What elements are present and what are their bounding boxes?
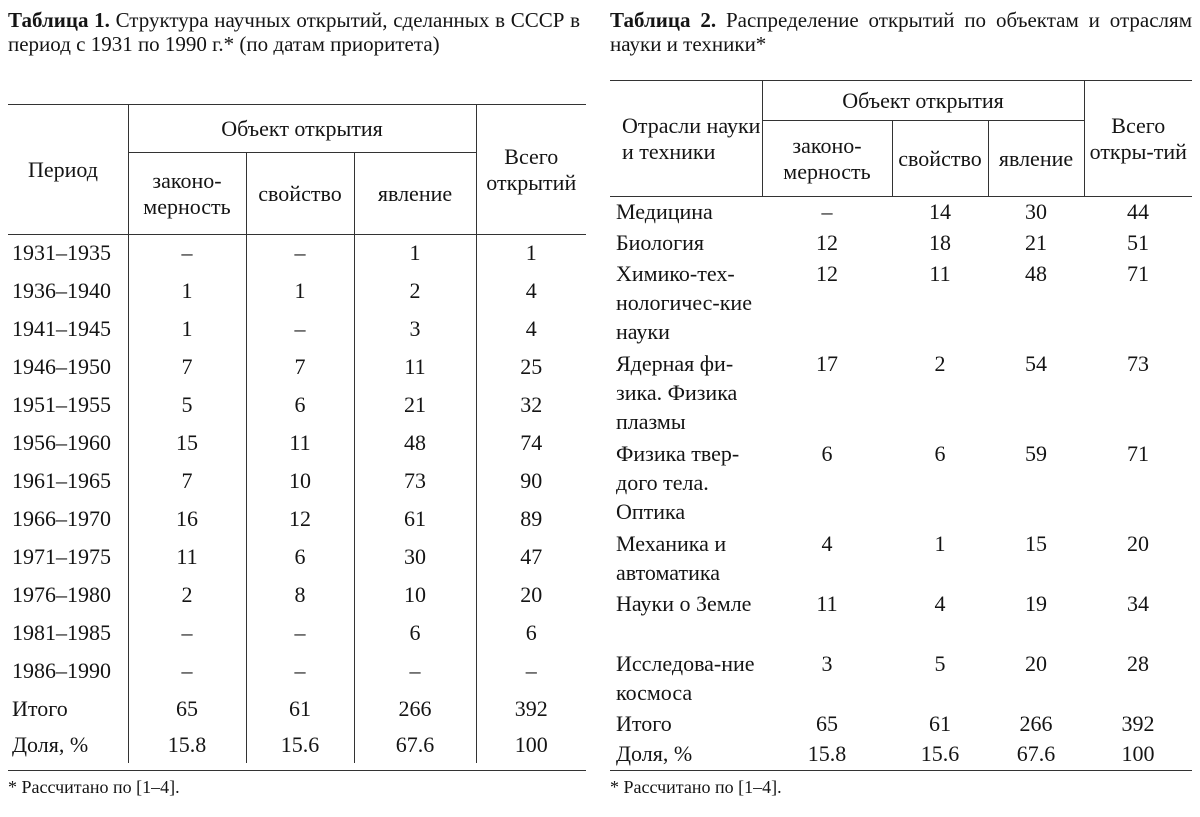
table2-cell-label: Биология [616, 229, 705, 255]
table2-cell-law: 17 [816, 350, 838, 376]
table1-cell-property: – [246, 653, 354, 691]
table1-cell-property: 8 [246, 577, 354, 615]
table2-cell-property: 61 [929, 710, 951, 736]
table1-cell-property: – [246, 311, 354, 349]
table2-header-total: Всего откры-тий [1084, 81, 1192, 197]
table2-cell-total: 73 [1127, 350, 1149, 376]
table2-cell-law: 15.8 [807, 740, 847, 766]
table2-cell-property: 4 [934, 590, 946, 616]
table2-row [610, 228, 1192, 259]
table2-header-object: Объект открытия [762, 81, 1084, 121]
table2-cell-phenomenon: 59 [1025, 440, 1047, 466]
table1-header-total: Всего открытий [476, 105, 586, 235]
table1-cell-total: 392 [476, 691, 586, 727]
table2-cell-property: 11 [929, 260, 951, 286]
table1-row [8, 463, 586, 501]
table2-row [610, 197, 1192, 228]
table2-cell-property: 1 [934, 530, 946, 556]
table1-header-phenomenon: явление [354, 153, 476, 235]
table1-cell-phenomenon: 3 [354, 311, 476, 349]
table1-row [8, 235, 586, 273]
table1-cell-property: 7 [246, 349, 354, 387]
table2-cell-total: 100 [1121, 740, 1155, 766]
table2-cell-total: 20 [1127, 530, 1149, 556]
table1-cell-label: 1986–1990 [12, 657, 111, 683]
table1-body [8, 235, 586, 763]
table1-cell-phenomenon: – [354, 653, 476, 691]
table1-cell-total: 20 [476, 577, 586, 615]
table1-header-period: Период [8, 105, 128, 235]
table2-cell-property: 18 [929, 229, 951, 255]
table1-cell-property: – [246, 235, 354, 273]
table2-cell-property: 15.6 [920, 740, 960, 766]
table2-caption-text: Распределение открытий по объектам и отраслям науки и техники* [610, 8, 1192, 56]
table1-cell-phenomenon: 6 [354, 615, 476, 653]
table1-cell-law: 15.8 [128, 727, 246, 763]
table1-cell-law: 11 [128, 539, 246, 577]
table1-cell-law: 1 [128, 273, 246, 311]
table1-cell-label: 1941–1945 [12, 315, 111, 341]
table1-cell-property: 15.6 [246, 727, 354, 763]
table2-cell-law: 4 [821, 530, 833, 556]
table1-cell-phenomenon: 1 [354, 235, 476, 273]
table2-cell-total: 28 [1127, 650, 1149, 676]
table2-cell-label: Доля, % [616, 740, 693, 766]
table2-caption-label: Таблица 2. [610, 8, 717, 32]
table1-header-property: свойство [246, 153, 354, 235]
table2-header-law: законо-мерность [762, 121, 892, 197]
table1-cell-label: 1951–1955 [12, 391, 111, 417]
table2-header-property: свойство [892, 121, 988, 197]
table2-footnote: * Рассчитано по [1–4]. [610, 777, 782, 797]
table1-row [8, 615, 586, 653]
table2-row [610, 259, 1192, 349]
table1-cell-property: 10 [246, 463, 354, 501]
table2-cell-label: Физика твер-дого тела. Оптика [616, 440, 740, 524]
table2-cell-phenomenon: 30 [1025, 199, 1047, 224]
table1-row [8, 691, 586, 727]
table2-cell-law: – [821, 199, 833, 224]
table1-row [8, 349, 586, 387]
table2-row [610, 709, 1192, 739]
table1-cell-total: 32 [476, 387, 586, 425]
table2-cell-phenomenon: 48 [1025, 260, 1047, 286]
table2-cell-property: 14 [929, 199, 951, 224]
table1-cell-property: 12 [246, 501, 354, 539]
table1-cell-property: 1 [246, 273, 354, 311]
table2-row [610, 589, 1192, 649]
table1-cell-law: – [128, 235, 246, 273]
table1-cell-law: 5 [128, 387, 246, 425]
table2-cell-label: Ядерная фи-зика. Физика плазмы [616, 350, 738, 434]
table1-cell-total: 1 [476, 235, 586, 273]
table2-cell-label: Науки о Земле [616, 590, 752, 616]
table1-cell-total: 89 [476, 501, 586, 539]
table1-cell-law: 65 [128, 691, 246, 727]
table1-cell-property: 11 [246, 425, 354, 463]
table2-caption [610, 8, 1192, 56]
table2-cell-property: 2 [934, 350, 946, 376]
table2-cell-label: Итого [616, 710, 672, 736]
table1-caption-text: Структура научных открытий, сделанных в СССР в период с 1931 по 1990 г.* (по датам приоритета) [8, 8, 580, 56]
table2-cell-label: Химико-тех-нологичес-кие науки [616, 260, 752, 344]
table1-cell-total: 4 [476, 273, 586, 311]
table2-cell-phenomenon: 20 [1025, 650, 1047, 676]
table1-cell-law: 7 [128, 349, 246, 387]
table2-header-field: Отрасли науки и техники [610, 81, 762, 197]
table2-cell-phenomenon: 19 [1025, 590, 1047, 616]
table2-row [610, 529, 1192, 589]
table1-cell-phenomenon: 67.6 [354, 727, 476, 763]
table2-cell-law: 6 [821, 440, 833, 466]
table2-cell-total: 71 [1127, 260, 1149, 286]
table1-cell-label: Доля, % [12, 731, 89, 757]
table1-cell-phenomenon: 2 [354, 273, 476, 311]
table2-row [610, 439, 1192, 529]
table1-row [8, 577, 586, 615]
table1-cell-property: 61 [246, 691, 354, 727]
table2-cell-property: 6 [934, 440, 946, 466]
table1-cell-law: – [128, 653, 246, 691]
table1-cell-total: 90 [476, 463, 586, 501]
table1-footnote: * Рассчитано по [1–4]. [8, 777, 180, 797]
table1-cell-label: 1971–1975 [12, 543, 111, 569]
table1-cell-phenomenon: 30 [354, 539, 476, 577]
table2-cell-phenomenon: 21 [1025, 229, 1047, 255]
table1-row [8, 387, 586, 425]
table2-cell-phenomenon: 54 [1025, 350, 1047, 376]
table1-cell-phenomenon: 48 [354, 425, 476, 463]
table1-cell-property: 6 [246, 539, 354, 577]
table2-cell-total: 51 [1127, 229, 1149, 255]
table1-cell-label: 1936–1940 [12, 277, 111, 303]
table1-row [8, 425, 586, 463]
table2-cell-property: 5 [934, 650, 946, 676]
table1-cell-phenomenon: 73 [354, 463, 476, 501]
table1-header-object: Объект открытия [128, 105, 476, 153]
table1-row [8, 539, 586, 577]
table2-cell-total: 34 [1127, 590, 1149, 616]
table1-row [8, 653, 586, 691]
table2-cell-law: 11 [816, 590, 838, 616]
table2-cell-total: 71 [1127, 440, 1149, 466]
table2-header-phenomenon: явление [988, 121, 1084, 197]
table1-cell-label: 1966–1970 [12, 505, 111, 531]
table2-body [610, 197, 1192, 769]
table2-row [610, 349, 1192, 439]
table2-cell-law: 3 [821, 650, 833, 676]
table1-bottom-rule [8, 770, 586, 771]
table1-cell-label: 1981–1985 [12, 619, 111, 645]
table1-row [8, 501, 586, 539]
table2-cell-law: 12 [816, 260, 838, 286]
table2-cell-label: Медицина [616, 199, 713, 224]
table2-cell-label: Механика и автоматика [616, 530, 727, 585]
table2-cell-phenomenon: 15 [1025, 530, 1047, 556]
table1-cell-total: 100 [476, 727, 586, 763]
table1-row [8, 273, 586, 311]
table1-cell-total: 25 [476, 349, 586, 387]
table1-cell-property: – [246, 615, 354, 653]
table2-cell-law: 12 [816, 229, 838, 255]
table1-cell-label: Итого [12, 695, 68, 721]
table2 [610, 80, 1192, 769]
table1-caption [8, 8, 580, 56]
table2-cell-label: Исследова-ние космоса [616, 650, 755, 705]
table1-cell-label: 1956–1960 [12, 429, 111, 455]
table1-cell-phenomenon: 61 [354, 501, 476, 539]
table1-cell-total: 47 [476, 539, 586, 577]
table2-cell-total: 392 [1121, 710, 1155, 736]
table1-cell-total: 6 [476, 615, 586, 653]
table2-row [610, 649, 1192, 709]
table1-cell-label: 1931–1935 [12, 240, 111, 265]
table2-cell-phenomenon: 67.6 [1016, 740, 1056, 766]
table1-cell-label: 1961–1965 [12, 467, 111, 493]
table1-cell-law: 1 [128, 311, 246, 349]
table1-caption-label: Таблица 1. [8, 8, 110, 32]
table2-cell-law: 65 [816, 710, 838, 736]
table1-cell-phenomenon: 10 [354, 577, 476, 615]
table1-cell-law: 15 [128, 425, 246, 463]
table1-cell-phenomenon: 11 [354, 349, 476, 387]
table1-cell-law: 2 [128, 577, 246, 615]
table1-cell-total: – [476, 653, 586, 691]
table1-cell-total: 4 [476, 311, 586, 349]
table2-cell-total: 44 [1127, 199, 1149, 224]
table2-row [610, 739, 1192, 769]
table1-cell-label: 1946–1950 [12, 353, 111, 379]
table1-row [8, 311, 586, 349]
table2-cell-phenomenon: 266 [1019, 710, 1053, 736]
table1-cell-total: 74 [476, 425, 586, 463]
table1-cell-phenomenon: 21 [354, 387, 476, 425]
table1-header-law: законо-мерность [128, 153, 246, 235]
table1-cell-label: 1976–1980 [12, 581, 111, 607]
table1-row [8, 727, 586, 763]
table1 [8, 104, 586, 763]
table1-cell-law: 7 [128, 463, 246, 501]
table2-bottom-rule [610, 770, 1192, 771]
table1-cell-law: – [128, 615, 246, 653]
table1-cell-phenomenon: 266 [354, 691, 476, 727]
table1-cell-property: 6 [246, 387, 354, 425]
table1-cell-law: 16 [128, 501, 246, 539]
